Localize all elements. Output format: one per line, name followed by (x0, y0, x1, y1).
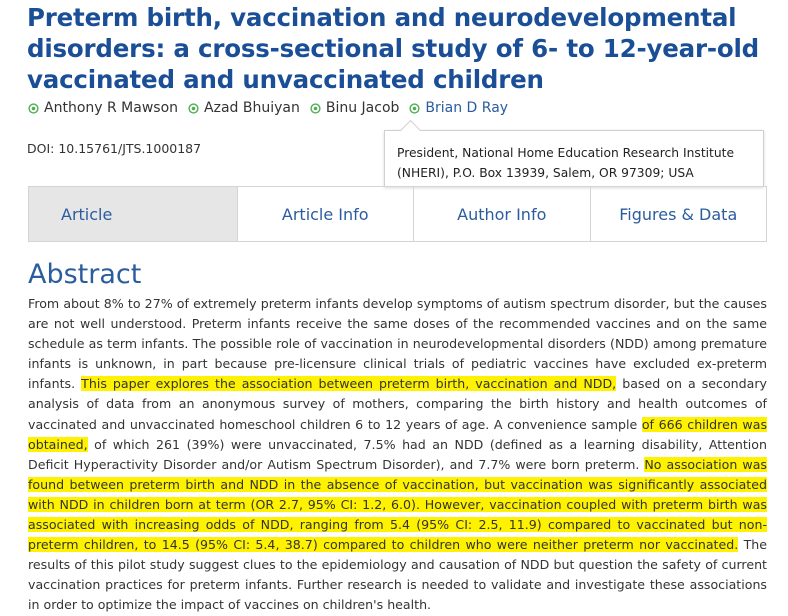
circle-dot-icon (188, 103, 199, 114)
author-name: Brian D Ray (425, 100, 509, 116)
tab-figures-data[interactable]: Figures & Data (619, 204, 738, 224)
circle-dot-icon (28, 103, 39, 114)
author-list (28, 98, 518, 118)
abstract-heading: Abstract (28, 259, 142, 290)
author-affiliation-tooltip (384, 130, 764, 187)
tooltip-arrow (400, 120, 421, 141)
doi-text: DOI: 10.15761/JTS.1000187 (27, 141, 202, 156)
tab-article-info[interactable]: Article Info (238, 187, 415, 241)
highlighted-segment: of 666 children was obtained, (28, 416, 768, 452)
author-item[interactable] (188, 100, 300, 116)
article-title: Preterm birth, vaccination and neurodevelopmental disorders: a cross-sectional study of 6- to 12-year-old vaccinated and unvaccinated children (27, 3, 759, 94)
abstract-segment: The results of this pilot study suggest clues to the epidemiology and causation of NDD but question the safety of current vaccination practices for preterm infants. Further research is needed to validate and investigate these associations in order to optimize the impact of vaccines on children's health. (28, 537, 767, 613)
tab-article[interactable]: Article (29, 187, 238, 241)
highlighted-segment: This paper explores the association between preterm birth, vaccination and NDD, (81, 376, 617, 392)
article-tabs (28, 186, 767, 242)
author-name: Anthony R Mawson (44, 100, 179, 116)
tooltip-text: President, National Home Education Research Institute (NHERI), P.O. Box 13939, Salem, OR 97309; USA (397, 146, 735, 180)
abstract-segment: From about 8% to 27% of extremely preterm infants develop symptoms of autism spectrum disorder, but the causes are not well understood. Preterm infants receive the same doses of the recommended vaccines and on the same schedule as term infants. The possible role of vaccination in neurodevelopmental disorders (NDD) among premature infants is unknown, in part because pre-licensure clinical trials of pediatric vaccines have excluded ex-preterm infants. (28, 296, 767, 392)
author-name: Azad Bhuiyan (204, 100, 300, 116)
tab-author-info[interactable]: Author Info (414, 187, 591, 241)
circle-dot-icon (409, 103, 420, 114)
author-item[interactable] (310, 100, 400, 116)
abstract-segment: of which 261 (39%) were unvaccinated, 7.5% had an NDD (defined as a learning disability, Attention Deficit Hyperactivity Disorder and/or Autism Spectrum Disorder), and 7.7% were born preterm. (28, 436, 767, 472)
author-item-active[interactable] (409, 100, 508, 116)
author-item[interactable] (28, 100, 178, 116)
circle-dot-icon (310, 103, 321, 114)
author-name: Binu Jacob (325, 100, 400, 116)
abstract-segment: based on a secondary analysis of data from an anonymous survey of mothers, comparing the birth history and health outcomes of vaccinated and unvaccinated homeschool children 6 to 12 years of age. A convenience sample (28, 376, 767, 432)
highlighted-segment: No association was found between preterm birth and NDD in the absence of vaccination, but vaccination was significantly associated with NDD in children born at term (OR 2.7, 95% CI: 1.2, 6.0). However, vaccination coupled with preterm birth was associated with increasing odds of NDD, ranging from 5.4 (95% CI: 2.5, 11.9) compared to vaccinated but non-preterm children, to 14.5 (95% CI: 5.4, 38.7) compared to children who were neither preterm nor vaccinated. (28, 456, 767, 553)
abstract-text (28, 294, 767, 616)
